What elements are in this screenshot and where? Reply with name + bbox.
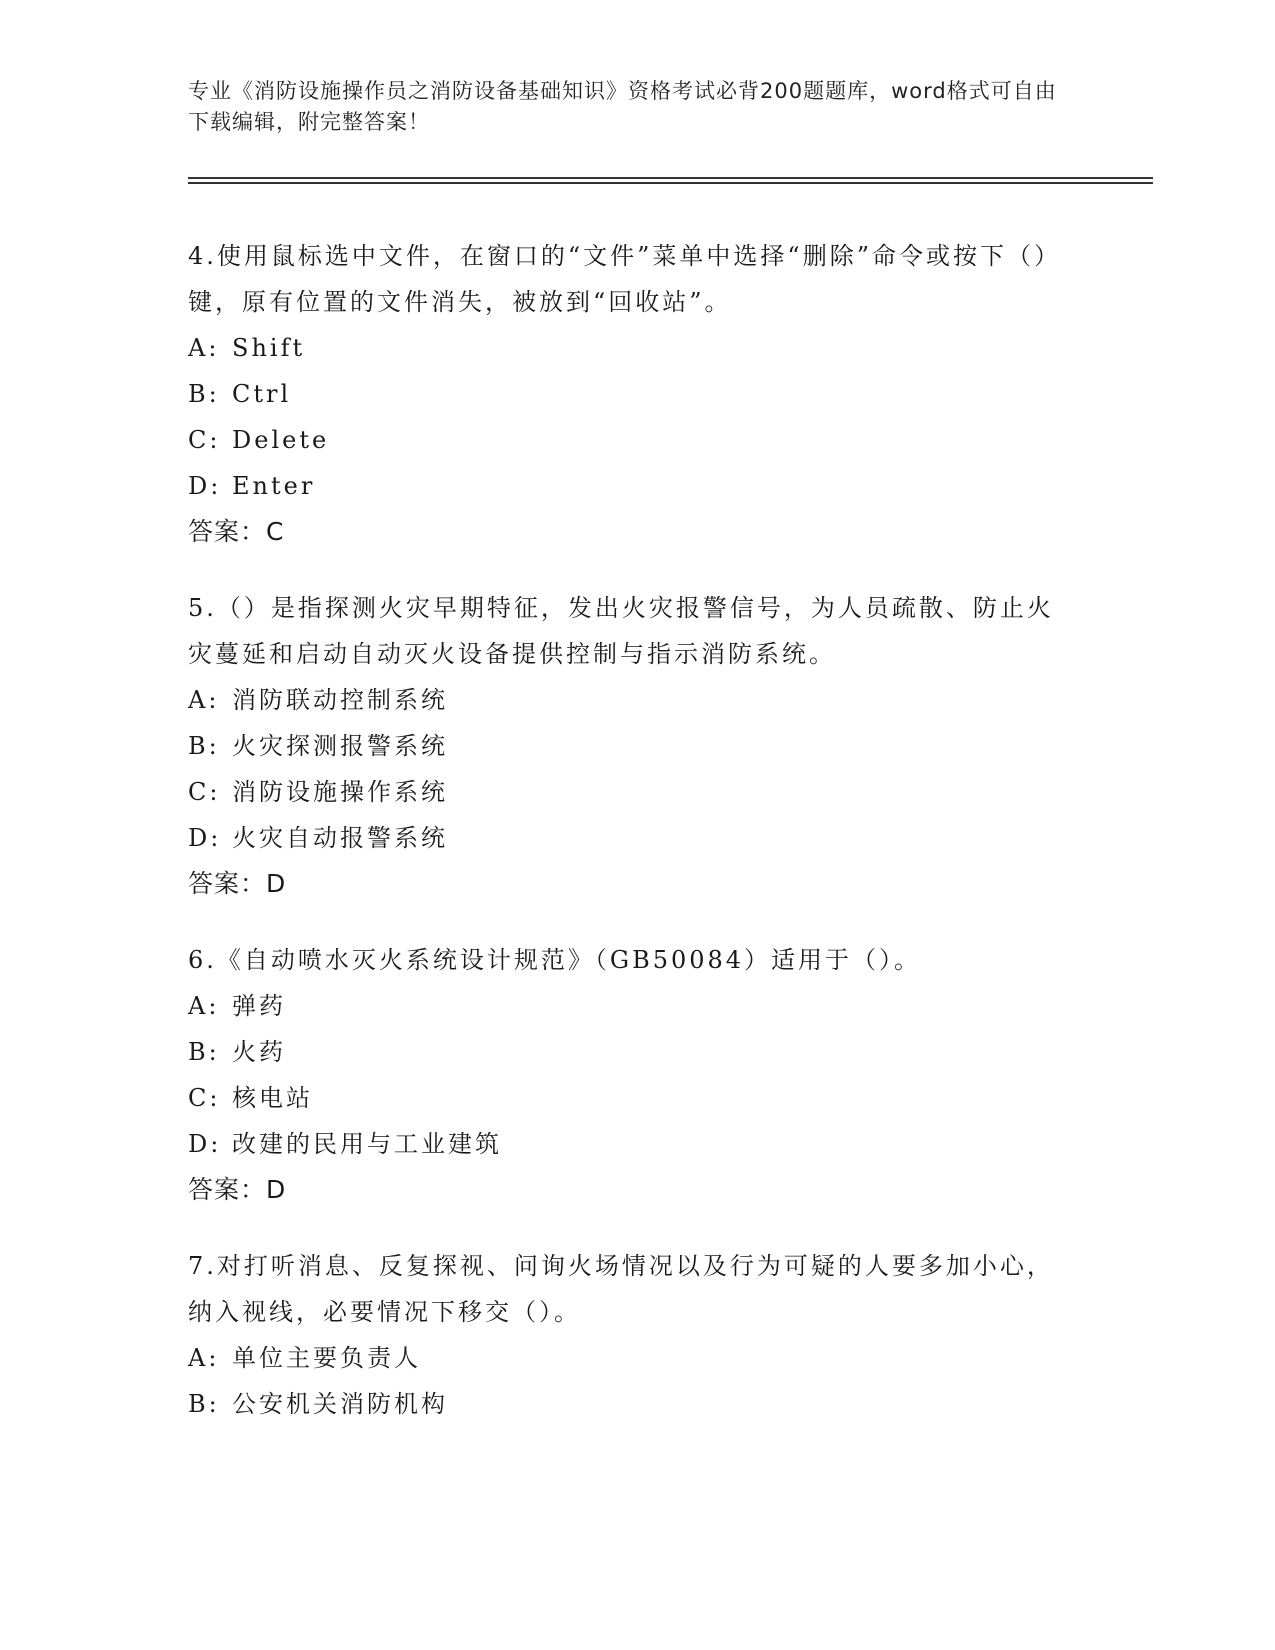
header-divider-bottom: [188, 182, 1153, 184]
option-text: 火药: [232, 1038, 286, 1066]
option-text: Enter: [232, 472, 316, 500]
option-a: [188, 325, 1068, 371]
option-text: Delete: [232, 426, 330, 454]
option-text: 改建的民用与工业建筑: [232, 1130, 502, 1158]
option-c: [188, 417, 1068, 463]
option-text: 单位主要负责人: [232, 1344, 421, 1372]
option-b: [188, 723, 1068, 769]
question-4: [188, 233, 1068, 555]
question-stem: 7.对打听消息、反复探视、问询火场情况以及行为可疑的人要多加小心，纳入视线，必要情况下移交（）。: [188, 1252, 1054, 1326]
option-text: 核电站: [232, 1084, 313, 1112]
option-text: 弹药: [232, 992, 286, 1020]
option-a: [188, 677, 1068, 723]
option-label: B:: [188, 732, 220, 760]
option-label: B:: [188, 380, 220, 408]
header-divider-top: [188, 177, 1153, 179]
option-label: A:: [188, 992, 220, 1020]
option-label: C:: [188, 778, 221, 806]
option-text: 消防联动控制系统: [232, 686, 448, 714]
answer-line: 答案：D: [188, 1175, 287, 1204]
option-a: [188, 983, 1068, 1029]
question-6: [188, 937, 1068, 1213]
option-label: D:: [188, 1130, 222, 1158]
option-label: A:: [188, 334, 220, 362]
question-5: [188, 585, 1068, 907]
option-d: [188, 1121, 1068, 1167]
option-label: A:: [188, 1344, 220, 1372]
answer-line: 答案：D: [188, 869, 287, 898]
question-list: [188, 233, 1068, 1457]
option-text: Shift: [232, 334, 306, 362]
question-stem: 5.（）是指探测火灾早期特征，发出火灾报警信号，为人员疏散、防止火灾蔓延和启动自动灭火设备提供控制与指示消防系统。: [188, 594, 1054, 668]
option-label: B:: [188, 1390, 220, 1418]
option-label: B:: [188, 1038, 220, 1066]
document-header: 专业《消防设施操作员之消防设备基础知识》资格考试必背200题题库，word格式可自由下载编辑，附完整答案！: [188, 79, 1057, 134]
question-stem: 6.《自动喷水灭火系统设计规范》（GB50084）适用于（）。: [188, 946, 922, 974]
question-stem: 4.使用鼠标选中文件，在窗口的“文件”菜单中选择“删除”命令或按下（）键，原有位置的文件消失，被放到“回收站”。: [188, 242, 1061, 316]
option-b: [188, 371, 1068, 417]
option-d: [188, 815, 1068, 861]
option-label: C:: [188, 426, 221, 454]
option-b: [188, 1029, 1068, 1075]
option-label: D:: [188, 472, 222, 500]
option-text: 火灾自动报警系统: [232, 824, 448, 852]
question-7: [188, 1243, 1068, 1427]
option-d: [188, 463, 1068, 509]
option-label: D:: [188, 824, 222, 852]
option-text: 消防设施操作系统: [232, 778, 448, 806]
option-text: 火灾探测报警系统: [232, 732, 448, 760]
option-text: 公安机关消防机构: [232, 1390, 448, 1418]
option-c: [188, 769, 1068, 815]
option-c: [188, 1075, 1068, 1121]
option-b: [188, 1381, 1068, 1427]
answer-line: 答案：C: [188, 517, 285, 546]
option-label: C:: [188, 1084, 221, 1112]
option-text: Ctrl: [232, 380, 292, 408]
option-label: A:: [188, 686, 220, 714]
option-a: [188, 1335, 1068, 1381]
